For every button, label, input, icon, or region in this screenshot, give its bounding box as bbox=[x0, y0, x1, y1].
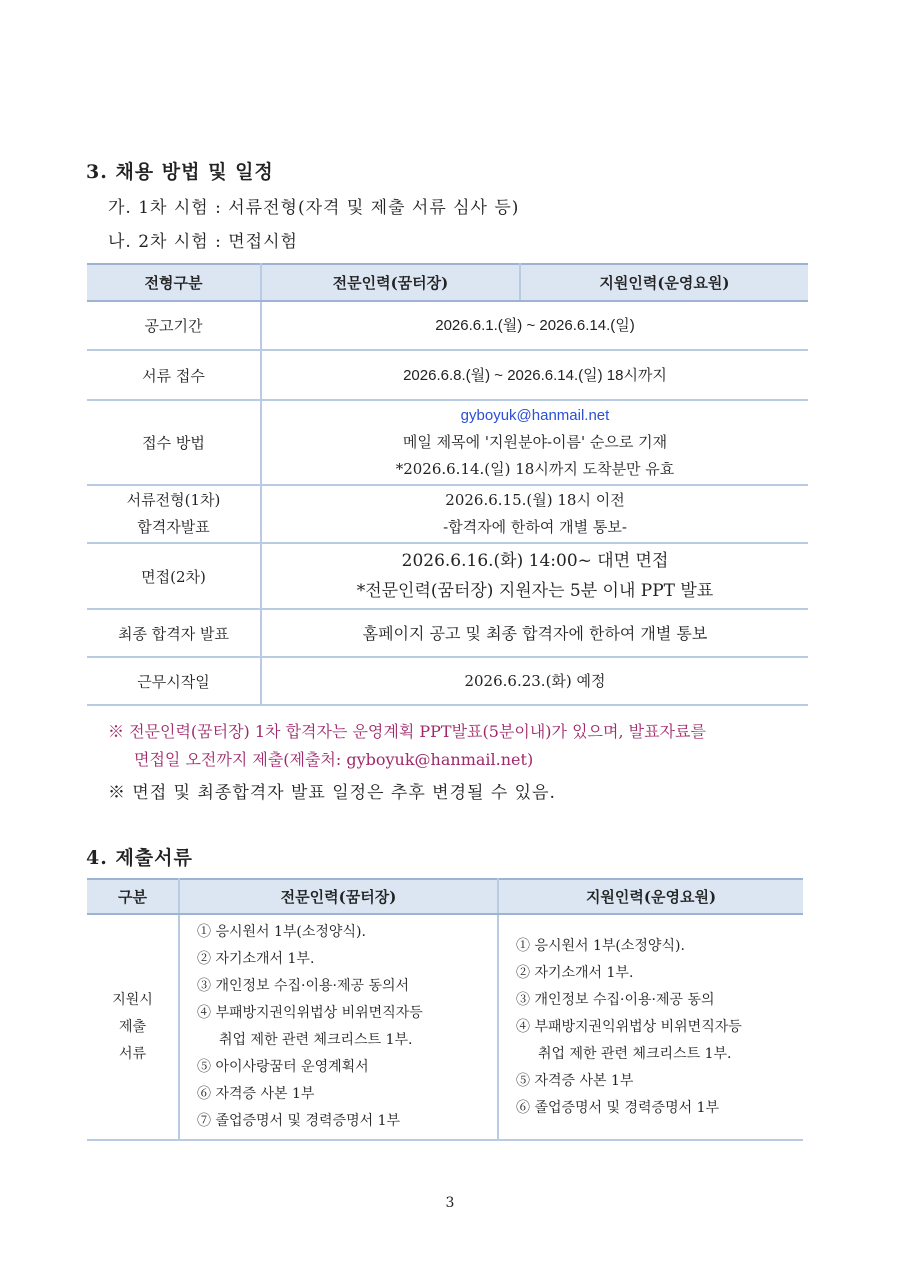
table-row bbox=[87, 350, 808, 400]
expert-documents bbox=[179, 914, 498, 1140]
row-value-line: *전문인력(꿈터장) 지원자는 5분 이내 PPT 발표 bbox=[356, 581, 714, 601]
list-item: ⑤ 아이사랑꿈터 운영계획서 bbox=[197, 1059, 369, 1075]
support-document-list bbox=[500, 933, 802, 1122]
table-row bbox=[87, 914, 803, 1140]
row-value bbox=[261, 609, 808, 657]
documents-header-row bbox=[87, 879, 803, 914]
list-item: ② 자기소개서 1부. bbox=[516, 964, 634, 981]
email-link[interactable]: gyboyuk@hanmail.net bbox=[460, 407, 610, 424]
row-label bbox=[87, 485, 261, 543]
list-item: ① 응시원서 1부(소정양식). bbox=[197, 924, 366, 940]
row-value-line: 2026.6.8.(월) ~ 2026.6.14.(일) 18시까지 bbox=[403, 366, 667, 384]
section-4-title: 4. 제출서류 bbox=[86, 847, 193, 869]
expert-document-list bbox=[181, 919, 496, 1135]
list-item: ⑤ 자격증 사본 1부 bbox=[516, 1072, 634, 1089]
row-label-line: 합격자발표 bbox=[137, 518, 210, 536]
row-value bbox=[261, 301, 808, 350]
row-value bbox=[261, 350, 808, 400]
schedule-table bbox=[87, 263, 808, 706]
step-2-text: 나. 2차 시험 : 면접시험 bbox=[108, 232, 298, 252]
row-value bbox=[261, 400, 808, 485]
header-support: 지원인력(운영요원) bbox=[498, 879, 803, 914]
list-item: 취업 제한 관련 체크리스트 1부. bbox=[219, 1032, 413, 1048]
support-documents bbox=[498, 914, 803, 1140]
table-row bbox=[87, 400, 808, 485]
header-expert: 전문인력(꿈터장) bbox=[261, 264, 520, 301]
row-value-line: 2026.6.15.(월) 18시 이전 bbox=[445, 491, 625, 509]
row-label bbox=[87, 914, 179, 1140]
row-value-line: 홈페이지 공고 및 최종 합격자에 한하여 개별 통보 bbox=[362, 623, 708, 643]
list-item: ④ 부패방지권익위법상 비위면직자등 bbox=[516, 1018, 742, 1035]
row-label: 접수 방법 bbox=[87, 400, 261, 485]
row-label: 최종 합격자 발표 bbox=[87, 609, 261, 657]
ppt-notice-line: ※ 전문인력(꿈터장) 1차 합격자는 운영계획 PPT발표(5분이내)가 있으며, 발표자료를 bbox=[108, 722, 706, 741]
header-support: 지원인력(운영요원) bbox=[520, 264, 808, 301]
list-item: ③ 개인정보 수집·이용·제공 동의 bbox=[516, 991, 715, 1008]
table-row bbox=[87, 485, 808, 543]
table-row bbox=[87, 301, 808, 350]
list-item: ⑥ 자격증 사본 1부 bbox=[197, 1086, 315, 1102]
row-value-line: 2026.6.23.(화) 예정 bbox=[464, 671, 606, 690]
row-value bbox=[261, 657, 808, 705]
row-value-line: -합격자에 한하여 개별 통보- bbox=[443, 518, 627, 536]
table-row bbox=[87, 543, 808, 609]
row-value-line: 메일 제목에 '지원분야-이름' 순으로 기재 bbox=[402, 433, 668, 451]
documents-table bbox=[87, 878, 803, 1141]
header-category: 전형구분 bbox=[87, 264, 261, 301]
row-label-line: 서류전형(1차) bbox=[126, 491, 221, 509]
row-label-line: 지원시 bbox=[112, 991, 153, 1008]
list-item: ① 응시원서 1부(소정양식). bbox=[516, 937, 685, 954]
table-row bbox=[87, 609, 808, 657]
header-expert: 전문인력(꿈터장) bbox=[179, 879, 498, 914]
row-label: 공고기간 bbox=[87, 301, 261, 350]
row-label-line: 제출 bbox=[118, 1018, 147, 1035]
row-value bbox=[261, 543, 808, 609]
row-label: 근무시작일 bbox=[87, 657, 261, 705]
list-item: ⑥ 졸업증명서 및 경력증명서 1부 bbox=[516, 1099, 719, 1116]
step-1-text: 가. 1차 시험 : 서류전형(자격 및 제출 서류 심사 등) bbox=[108, 198, 520, 218]
row-label: 면접(2차) bbox=[87, 543, 261, 609]
row-value-line: 2026.6.1.(월) ~ 2026.6.14.(일) bbox=[435, 317, 635, 334]
list-item: 취업 제한 관련 체크리스트 1부. bbox=[538, 1045, 732, 1062]
section-3-title: 3. 채용 방법 및 일정 bbox=[86, 161, 274, 183]
row-value-line: *2026.6.14.(일) 18시까지 도착분만 유효 bbox=[395, 460, 675, 478]
list-item: ⑦ 졸업증명서 및 경력증명서 1부 bbox=[197, 1113, 400, 1129]
row-label-line: 서류 bbox=[118, 1045, 147, 1062]
ppt-notice bbox=[108, 718, 828, 774]
table-row bbox=[87, 657, 808, 705]
list-item: ③ 개인정보 수집·이용·제공 동의서 bbox=[197, 978, 410, 994]
schedule-change-notice: ※ 면접 및 최종합격자 발표 일정은 추후 변경될 수 있음. bbox=[108, 783, 556, 803]
page-number: 3 bbox=[445, 1195, 455, 1211]
row-value bbox=[261, 485, 808, 543]
schedule-header-row bbox=[87, 264, 808, 301]
header-category: 구분 bbox=[87, 879, 179, 914]
row-value-line: 2026.6.16.(화) 14:00~ 대면 면접 bbox=[401, 551, 669, 571]
list-item: ② 자기소개서 1부. bbox=[197, 951, 315, 967]
list-item: ④ 부패방지권익위법상 비위면직자등 bbox=[197, 1005, 423, 1021]
row-label: 서류 접수 bbox=[87, 350, 261, 400]
ppt-notice-line: 면접일 오전까지 제출(제출처: gyboyuk@hanmail.net) bbox=[134, 750, 534, 769]
